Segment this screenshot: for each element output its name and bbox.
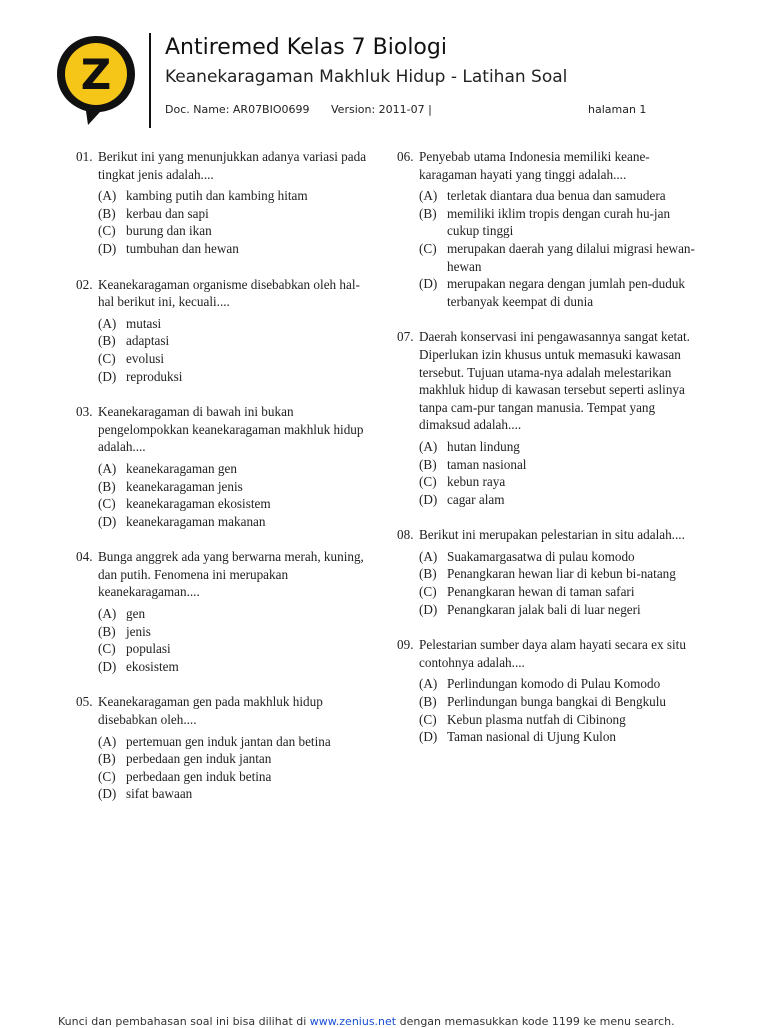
option-letter: (C): [419, 711, 437, 727]
option-text: kebun raya: [447, 474, 506, 490]
answer-option: [419, 565, 697, 583]
option-letter: (C): [98, 768, 116, 784]
option-letter: (B): [419, 456, 437, 472]
answer-option: [419, 728, 697, 746]
answer-option: [98, 495, 376, 513]
question-number: 03.: [76, 404, 93, 420]
option-letter: (D): [98, 658, 117, 674]
answer-option: [419, 693, 697, 711]
doc-name: Doc. Name: AR07BIO0699: [165, 103, 310, 116]
answer-option: [98, 205, 376, 223]
question-text: Bunga anggrek ada yang berwarna merah, kuning, dan putih. Fenomena ini merupakan keanekaragaman....: [98, 549, 364, 600]
answer-options: [76, 460, 376, 530]
option-text: taman nasional: [447, 456, 527, 472]
option-text: Suakamargasatwa di pulau komodo: [447, 548, 635, 564]
option-letter: (D): [98, 786, 117, 802]
answer-options: [397, 548, 697, 618]
answer-option: [419, 240, 697, 275]
answer-option: [98, 460, 376, 478]
option-text: merupakan negara dengan jumlah pen-duduk terbanyak keempat di dunia: [447, 276, 686, 309]
option-letter: (A): [419, 548, 438, 564]
question-item: [397, 636, 697, 746]
option-letter: (D): [419, 729, 438, 745]
question-head: [397, 526, 697, 544]
zenius-logo: [54, 33, 138, 127]
answer-option: [98, 768, 376, 786]
page-subtitle: Keanekaragaman Makhluk Hidup - Latihan Soal: [165, 67, 568, 87]
answer-option: [419, 275, 697, 310]
option-text: pertemuan gen induk jantan dan betina: [126, 733, 331, 749]
footer-text-after: dengan memasukkan kode 1199 ke menu search.: [396, 1015, 675, 1028]
answer-option: [98, 640, 376, 658]
question-item: [397, 148, 697, 310]
question-text: Keanekaragaman gen pada makhluk hidup disebabkan oleh....: [98, 694, 323, 728]
answer-option: [98, 478, 376, 496]
option-text: sifat bawaan: [126, 786, 193, 802]
answer-options: [76, 733, 376, 803]
option-text: mutasi: [126, 315, 162, 331]
right-column: [397, 148, 697, 764]
answer-option: [419, 583, 697, 601]
option-text: Penangkaran hewan liar di kebun bi-natang: [447, 566, 676, 582]
page-number: halaman 1: [588, 103, 647, 116]
answer-option: [419, 456, 697, 474]
footer-link[interactable]: www.zenius.net: [309, 1015, 397, 1028]
answer-option: [98, 350, 376, 368]
question-text: Berikut ini merupakan pelestarian in situ adalah....: [419, 527, 685, 543]
option-text: Kebun plasma nutfah di Cibinong: [447, 711, 626, 727]
option-text: Penangkaran jalak bali di luar negeri: [447, 601, 641, 617]
option-letter: (A): [98, 733, 117, 749]
option-letter: (B): [98, 623, 116, 639]
option-text: Perlindungan bunga bangkai di Bengkulu: [447, 694, 667, 710]
answer-option: [98, 605, 376, 623]
footer-text-before: Kunci dan pembahasan soal ini bisa dilihat di: [58, 1015, 310, 1028]
option-text: kerbau dan sapi: [126, 205, 209, 221]
option-text: Perlindungan komodo di Pulau Komodo: [447, 676, 661, 692]
left-column: [76, 148, 376, 821]
question-item: [76, 276, 376, 386]
answer-option: [98, 785, 376, 803]
header-divider: [149, 33, 151, 128]
answer-option: [419, 548, 697, 566]
option-letter: (C): [419, 240, 437, 256]
answer-option: [419, 675, 697, 693]
answer-option: [98, 315, 376, 333]
answer-options: [397, 675, 697, 745]
option-text: reproduksi: [126, 368, 183, 384]
question-head: [76, 276, 376, 311]
option-letter: (D): [419, 601, 438, 617]
answer-options: [76, 605, 376, 675]
answer-option: [98, 332, 376, 350]
option-letter: (C): [98, 641, 116, 657]
question-text: Pelestarian sumber daya alam hayati secara ex situ contohnya adalah....: [419, 637, 686, 670]
question-text: Keanekaragaman di bawah ini bukan pengelompokkan keanekaragaman makhluk hidup adalah....: [98, 404, 364, 455]
answer-option: [98, 222, 376, 240]
answer-option: [98, 513, 376, 531]
question-item: [76, 693, 376, 803]
option-letter: (C): [419, 584, 437, 600]
question-head: [397, 148, 697, 183]
option-letter: (D): [98, 368, 117, 384]
question-number: 09.: [397, 637, 414, 653]
question-text: Penyebab utama Indonesia memiliki keane-karagaman hayati yang tinggi adalah....: [419, 149, 650, 182]
option-letter: (A): [98, 606, 117, 622]
answer-option: [419, 491, 697, 509]
answer-option: [98, 368, 376, 386]
option-text: hutan lindung: [447, 438, 520, 454]
answer-option: [419, 711, 697, 729]
option-letter: (B): [98, 478, 116, 494]
answer-options: [397, 438, 697, 508]
option-text: jenis: [126, 623, 151, 639]
option-letter: (A): [98, 188, 117, 204]
option-letter: (D): [98, 240, 117, 256]
answer-option: [98, 623, 376, 641]
option-text: Penangkaran hewan di taman safari: [447, 584, 635, 600]
option-letter: (B): [98, 751, 116, 767]
option-text: burung dan ikan: [126, 223, 212, 239]
option-text: ekosistem: [126, 658, 179, 674]
option-text: keanekaragaman jenis: [126, 478, 243, 494]
question-head: [397, 328, 697, 434]
answer-option: [98, 658, 376, 676]
option-letter: (A): [419, 188, 438, 204]
question-text: Berikut ini yang menunjukkan adanya variasi pada tingkat jenis adalah....: [98, 149, 367, 182]
question-head: [76, 148, 376, 183]
option-letter: (C): [98, 496, 116, 512]
question-head: [76, 548, 376, 601]
option-letter: (C): [98, 223, 116, 239]
option-text: adaptasi: [126, 333, 170, 349]
question-number: 08.: [397, 527, 414, 543]
question-item: [76, 403, 376, 530]
option-text: perbedaan gen induk jantan: [126, 751, 272, 767]
answer-options: [397, 187, 697, 310]
option-letter: (A): [98, 460, 117, 476]
option-letter: (D): [98, 513, 117, 529]
answer-option: [419, 601, 697, 619]
answer-options: [76, 187, 376, 257]
option-letter: (A): [419, 438, 438, 454]
option-letter: (B): [419, 694, 437, 710]
option-text: populasi: [126, 641, 171, 657]
option-text: perbedaan gen induk betina: [126, 768, 272, 784]
question-item: [397, 526, 697, 618]
question-number: 01.: [76, 149, 93, 164]
question-number: 02.: [76, 276, 93, 292]
answer-option: [98, 750, 376, 768]
answer-option: [419, 438, 697, 456]
answer-option: [98, 733, 376, 751]
option-text: merupakan daerah yang dilalui migrasi hewan-hewan: [447, 240, 695, 274]
answer-option: [98, 187, 376, 205]
answer-option: [98, 240, 376, 258]
option-letter: (C): [98, 350, 116, 366]
question-head: [76, 403, 376, 456]
option-letter: (B): [419, 566, 437, 582]
doc-version: Version: 2011-07 |: [331, 103, 432, 116]
option-letter: (C): [419, 474, 437, 490]
option-letter: (D): [419, 276, 438, 292]
answer-option: [419, 187, 697, 205]
question-item: [76, 548, 376, 675]
option-letter: (B): [419, 205, 437, 221]
option-text: terletak diantara dua benua dan samudera: [447, 188, 666, 204]
question-text: Daerah konservasi ini pengawasannya sangat ketat. Diperlukan izin khusus untuk memasuki kawasan tersebut. Tujuan utama-nya adalah melestarikan makhluk hidup di kawasan tersebut seperti aslinya tanpa cam-pur tangan manusia. Tempat yang dimaksud adalah....: [419, 329, 690, 433]
question-number: 07.: [397, 329, 414, 345]
option-text: kambing putih dan kambing hitam: [126, 188, 308, 204]
question-number: 04.: [76, 549, 93, 565]
option-text: gen: [126, 606, 146, 622]
option-letter: (D): [419, 491, 438, 507]
question-number: 06.: [397, 149, 414, 164]
option-letter: (B): [98, 333, 116, 349]
option-letter: (A): [419, 676, 438, 692]
option-letter: (A): [98, 315, 117, 331]
option-text: evolusi: [126, 350, 165, 366]
question-head: [397, 636, 697, 671]
option-text: Taman nasional di Ujung Kulon: [447, 729, 617, 745]
answer-options: [76, 315, 376, 385]
option-text: keanekaragaman ekosistem: [126, 496, 271, 512]
question-item: [76, 148, 376, 258]
question-number: 05.: [76, 694, 93, 710]
option-letter: (B): [98, 205, 116, 221]
option-text: tumbuhan dan hewan: [126, 240, 239, 256]
footer-note: [58, 1015, 675, 1028]
question-item: [397, 328, 697, 508]
answer-option: [419, 473, 697, 491]
question-text: Keanekaragaman organisme disebabkan oleh hal-hal berikut ini, kecuali....: [98, 276, 360, 310]
option-text: cagar alam: [447, 491, 505, 507]
page-title: Antiremed Kelas 7 Biologi: [165, 35, 447, 60]
answer-option: [419, 205, 697, 240]
logo-letter: Z: [80, 50, 112, 99]
option-text: keanekaragaman makanan: [126, 513, 266, 529]
option-text: keanekaragaman gen: [126, 460, 237, 476]
question-head: [76, 693, 376, 728]
doc-meta: [165, 103, 450, 116]
option-text: memiliki iklim tropis dengan curah hu-jan cukup tinggi: [447, 205, 671, 239]
